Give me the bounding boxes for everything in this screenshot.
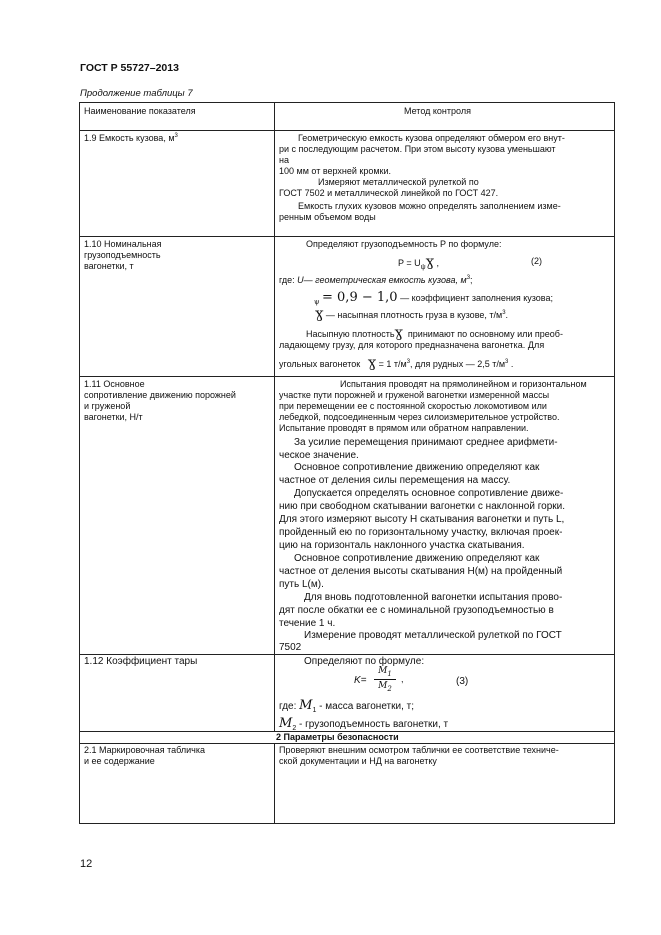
- row-1-10-intro: Определяют грузоподъемность P по формуле:: [306, 239, 502, 249]
- row-1-11-line: частное от деления силы перемещения на массу.: [279, 475, 511, 486]
- row-divider-1-10: [79, 236, 615, 237]
- row-1-11-line: Измерение проводят металлической рулеткой по ГОСТ: [304, 630, 562, 641]
- row-2-1-name: 2.1 Маркировочная табличка: [84, 745, 206, 755]
- section-2-heading: 2 Параметры безопасности: [276, 732, 399, 742]
- where-u: где: U— геометрическая емкость кузова, $м^3$;: [279, 275, 473, 285]
- row-1-10-name: грузоподъемность: [84, 250, 161, 260]
- row-1-11-name: и груженой: [84, 401, 131, 411]
- row-2-1-name: и ее содержание: [84, 756, 155, 766]
- row-1-11-name: вагонетки, Н/т: [84, 412, 143, 422]
- document-header: ГОСТ Р 55727–2013: [80, 62, 179, 74]
- row-1-11-line: путь L(м).: [279, 579, 324, 590]
- row-1-10-name: вагонетки, т: [84, 261, 134, 271]
- density-line: ладающему грузу, для которого предназначена вагонетка. Для: [279, 340, 545, 350]
- row-1-11-name: сопротивление движению порожней: [84, 390, 236, 400]
- density-line: Насыпную плотностьɣ принимают по основному или преоб-: [306, 325, 563, 341]
- row-1-11-line: течение 1 ч.: [279, 618, 336, 629]
- row-1-11-line: Испытание проводят в прямом или обратном направлении.: [279, 423, 529, 433]
- row-2-1-line: Проверяют внешним осмотром таблички ее соответствие техниче-: [279, 745, 559, 755]
- row-divider-1-11: [79, 376, 615, 377]
- table-continuation-label: Продолжение таблицы 7: [80, 88, 193, 99]
- row-1-9-line: ренным объемом воды: [279, 212, 376, 222]
- row-1-11-line: За усилие перемещения принимают среднее арифмети-: [294, 437, 558, 448]
- row-1-12-name: 1.12 Коэффициент тары: [84, 656, 198, 667]
- row-1-9-line: Измеряют металлической рулеткой по: [318, 177, 479, 187]
- row-1-11-line: ческое значение.: [279, 450, 359, 461]
- formula-3-comma: ,: [401, 674, 404, 684]
- row-1-11-line: нию при свободном скатывании вагонетки с наклонной горки.: [279, 501, 566, 512]
- row-1-11-line: Основное сопротивление движению определяют как: [294, 462, 540, 473]
- row-2-1-line: ской документации и НД на вагонетку: [279, 756, 437, 766]
- formula-3-fraction: $M_1$ $M_2$: [371, 666, 399, 693]
- column-header-method: Метод контроля: [404, 106, 471, 116]
- row-1-11-line: Основное сопротивление движению определяют как: [294, 553, 540, 564]
- row-1-9-line: Геометрическую емкость кузова определяют обмером его внут-: [298, 133, 565, 143]
- page-number: 12: [80, 858, 93, 870]
- row-1-9-line: ри с последующим расчетом. При этом высоту кузова уменьшают: [279, 144, 556, 154]
- formula-2: $P = U_\psi ɣ$ ,: [398, 254, 440, 271]
- density-line: угольных вагонеток ɣ = 1 $т/м^3$, для рудных — 2,5 $т/м^3$ .: [279, 355, 514, 371]
- row-1-11-line: при перемещении ее с постоянной скоростью локомотивом или: [279, 401, 547, 411]
- where-gamma: ɣ — насыпная плотность груза в кузове, $т/м^3$.: [315, 306, 509, 322]
- where-m1: где: $M_1$ - масса вагонетки, т;: [279, 698, 414, 714]
- row-1-11-line: лебедкой, подсоединенным через силоизмерительное устройство.: [279, 412, 560, 422]
- row-divider-1-12: [79, 654, 615, 655]
- where-psi: $_\psi$ = 0,9 − 1,0 — коэффициент заполнения кузова;: [314, 290, 553, 306]
- column-header-name: Наименование показателя: [84, 106, 196, 116]
- row-1-11-line: участке пути порожней и груженой вагонетки измеренной массы: [279, 390, 550, 400]
- row-1-10-name: 1.10 Номинальная: [84, 239, 162, 249]
- row-1-9-name: 1.9 Емкость кузова, $м^3$: [84, 133, 178, 143]
- row-1-11-line: пройденный ею по горизонтальному участку, включая проек-: [279, 527, 563, 538]
- row-1-9-line: на: [279, 155, 289, 165]
- row-1-11-line: 7502: [279, 642, 302, 653]
- row-1-9-line: Емкость глухих кузовов можно определять заполнением изме-: [298, 201, 561, 211]
- row-1-11-line: Допускается определять основное сопротивление движе-: [294, 488, 564, 499]
- row-1-11-line: цию на горизонталь наклонного участка скатывания.: [279, 540, 525, 551]
- row-1-11-line: Для вновь подготовленной вагонетки испытания прово-: [304, 592, 563, 603]
- column-divider-top: [274, 102, 275, 731]
- row-1-11-line: дят после обкатки ее с номинальной грузоподъемностью в: [279, 605, 554, 616]
- formula-2-number: (2): [531, 256, 542, 266]
- row-1-12-intro: Определяют по формуле:: [304, 656, 425, 667]
- row-1-11-name: 1.11 Основное: [84, 379, 145, 389]
- formula-3-number: (3): [456, 676, 469, 687]
- formula-3-lhs: K=: [354, 675, 367, 686]
- row-1-11-line: частное от деления высоты скатывания H(м) на пройденный: [279, 566, 563, 577]
- column-divider-bottom: [274, 743, 275, 824]
- where-m2: $M_2$ - грузоподъемность вагонетки, т: [279, 716, 449, 732]
- row-1-9-line: 100 мм от верхней кромки.: [279, 166, 392, 176]
- row-1-11-line: Для этого измеряют высоту H скатывания вагонетки и путь L,: [279, 514, 565, 525]
- row-1-11-line: Испытания проводят на прямолинейном и горизонтальном: [340, 379, 587, 389]
- row-1-9-line: ГОСТ 7502 и металлической линейкой по ГОСТ 427.: [279, 188, 499, 198]
- header-row-divider: [79, 130, 615, 131]
